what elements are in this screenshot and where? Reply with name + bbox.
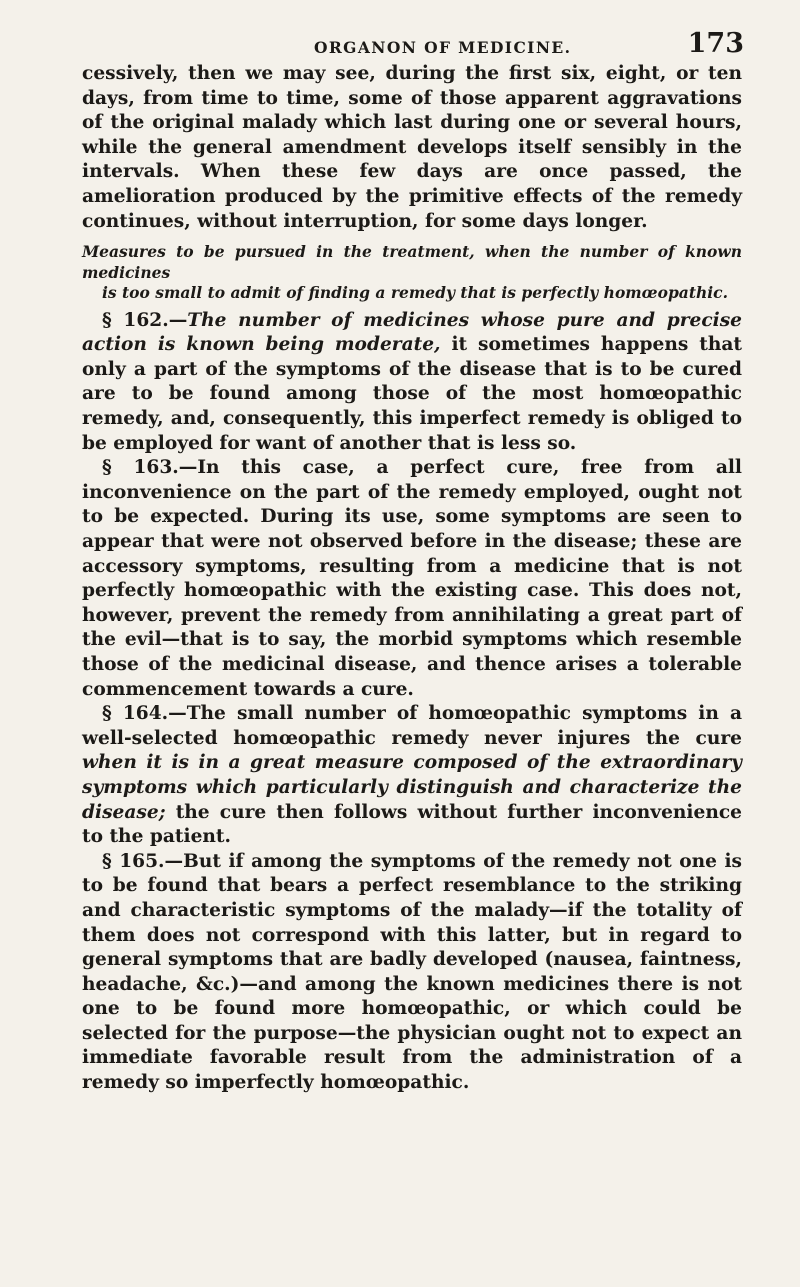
section-162-number: § 162.— <box>102 309 188 331</box>
section-164-text-end: the cure then follows without further inconvenience to the patient. <box>82 801 742 848</box>
page-number: 173 <box>687 28 744 59</box>
section-164-italic: when it is in a great measure composed of the extraordinary symptoms which particularly distinguish and characterize the disease; <box>82 752 742 823</box>
running-title: ORGANON OF MEDICINE. <box>314 38 572 57</box>
paragraph-intro: cessively, then we may see, during the first six, eight, or ten days, from time to time, some of those apparent aggravations of the original malady which last during one or several hours, while the general amendment develops itself sensibly in the intervals. When these few days are once passed, the amelioration produced by the primitive effects of the remedy continues, without interruption, for some days longer. <box>82 63 742 232</box>
section-subheading <box>82 242 742 304</box>
section-164-text-start: § 164.—The small number of homœopathic symptoms in a well-selected homœopathic remedy never injures the cure <box>82 703 742 749</box>
paragraph-section-164 <box>82 702 742 850</box>
subheading-line-2: is too small to admit of finding a remedy that is perfectly homœopathic. <box>102 283 728 303</box>
paragraph-section-165: § 165.—But if among the symptoms of the remedy not one is to be found that bears a perfect resemblance to the striking and characteristic symptoms of the malady—if the totality of them does not correspond with this latter, but in regard to general symptoms that are badly developed (nausea, faintness, headache, &c.)—and among the known medicines there is not one to be found more homœopathic, or which could be selected for the purpose—the physician ought not to expect an immediate favorable result from the administration of a remedy so imperfectly homœopathic. <box>82 850 742 1094</box>
running-header <box>82 28 742 62</box>
subheading-line-1: Measures to be pursued in the treatment, when the number of known medicines <box>82 242 742 282</box>
section-162-italic: The number of medicines whose pure and precise action is known being moderate, <box>82 309 743 356</box>
book-page <box>82 28 742 1096</box>
section-162-text: it sometimes happens that only a part of the symptoms of the disease that is to be cured are to be found among those of the most homœopathic remedy, and, consequently, this imperfect remedy is obliged to be employed for want of another that is less so. <box>82 334 742 454</box>
paragraph-section-163: § 163.—In this case, a perfect cure, free from all inconvenience on the part of the remedy employed, ought not to be expected. During its use, some symptoms are seen to appear that were not observed before in the disease; these are accessory symptoms, resulting from a medicine that is not perfectly homœopathic with the existing case. This does not, however, prevent the remedy from annihilating a great part of the evil—that is to say, the morbid symptoms which resemble those of the medicinal disease, and thence arises a tolerable commencement towards a cure. <box>82 457 742 700</box>
paragraph-section-162 <box>82 309 742 457</box>
